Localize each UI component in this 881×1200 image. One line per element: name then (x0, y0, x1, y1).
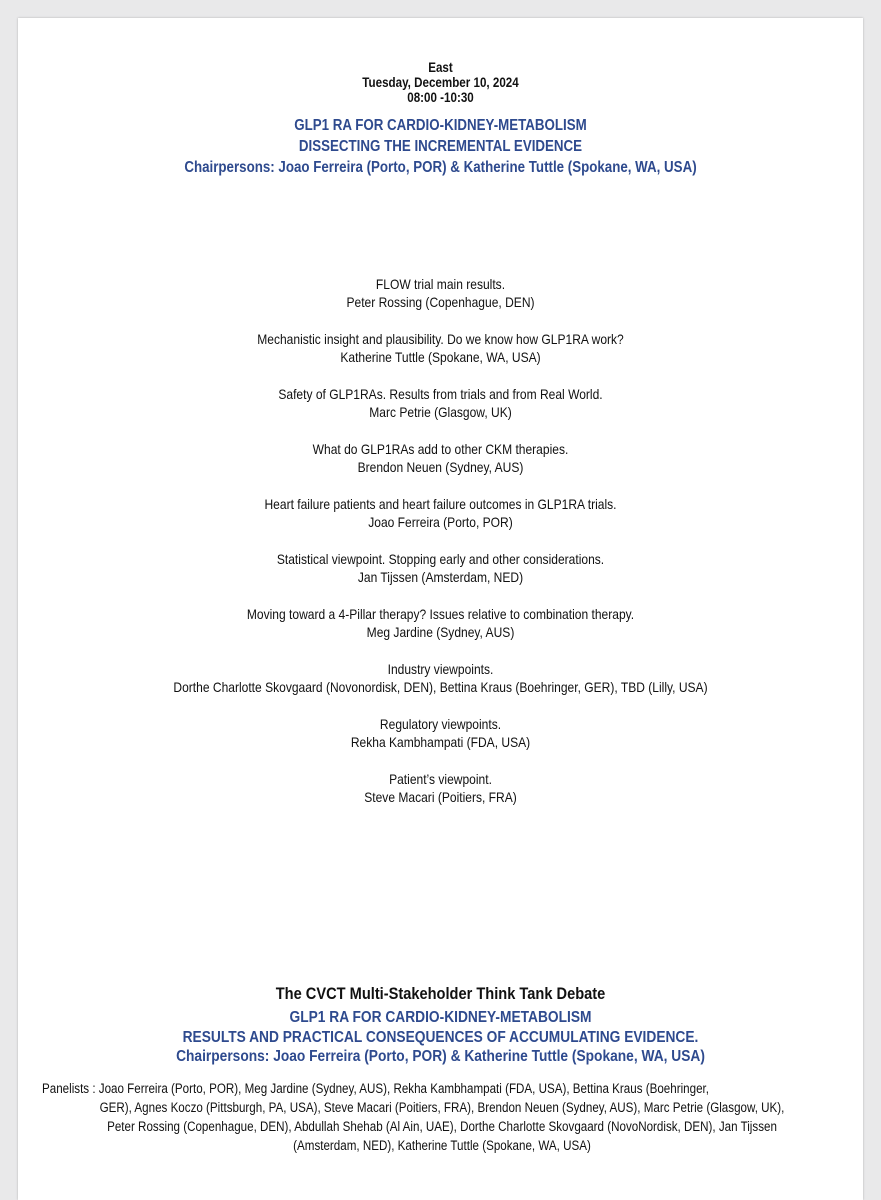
talk-list (18, 275, 863, 825)
talk-topic: Heart failure patients and heart failure outcomes in GLP1RA trials. (264, 496, 617, 512)
talk-topic: FLOW trial main results. (375, 276, 506, 292)
session-room: East (428, 60, 453, 75)
talk-item (77, 385, 804, 440)
talk-topic: Patient’s viewpoint. (389, 771, 492, 787)
panelists-line: GER), Agnes Koczo (Pittsburgh, PA, USA), Steve Macari (Poitiers, FRA), Brendon Neuen (Sydney, AUS), Marc Petrie (Glasgow, UK), (99, 1100, 785, 1115)
talk-speaker: Meg Jardine (Sydney, AUS) (366, 624, 515, 640)
talk-speaker: Marc Petrie (Glasgow, UK) (369, 404, 512, 420)
session-title-line1: GLP1 RA FOR CARDIO-KIDNEY-METABOLISM (294, 117, 587, 134)
panelists-line: (Amsterdam, NED), Katherine Tuttle (Spokane, WA, USA) (293, 1138, 591, 1153)
session-date: Tuesday, December 10, 2024 (362, 75, 519, 90)
document-page (18, 18, 863, 1200)
debate-subtitle-line1: GLP1 RA FOR CARDIO-KIDNEY-METABOLISM (289, 1009, 592, 1026)
talk-speaker: Rekha Kambhampati (FDA, USA) (350, 734, 531, 750)
talk-topic: Mechanistic insight and plausibility. Do we know how GLP1RA work? (257, 331, 624, 347)
talk-topic: Statistical viewpoint. Stopping early and other considerations. (276, 551, 605, 567)
talk-item (77, 495, 804, 550)
panelists-line: Panelists : Joao Ferreira (Porto, POR), Meg Jardine (Sydney, AUS), Rekha Kambhampati (FDA, USA), Bettina Kraus (Boehringer, (42, 1081, 709, 1096)
talk-topic: What do GLP1RAs add to other CKM therapies. (312, 441, 569, 457)
session-chairpersons: Chairpersons: Joao Ferreira (Porto, POR) & Katherine Tuttle (Spokane, WA, USA) (184, 159, 697, 176)
talk-item (77, 550, 804, 605)
talk-item (77, 330, 804, 385)
talk-topic: Regulatory viewpoints. (379, 716, 502, 732)
talk-item (77, 660, 804, 715)
panelists-line: Peter Rossing (Copenhague, DEN), Abdullah Shehab (Al Ain, UAE), Dorthe Charlotte Skovgaard (NovoNordisk, DEN), Jan Tijssen (107, 1119, 777, 1134)
talk-topic: Moving toward a 4-Pillar therapy? Issues relative to combination therapy. (246, 606, 635, 622)
talk-speaker: Brendon Neuen (Sydney, AUS) (357, 459, 524, 475)
debate-header (77, 983, 804, 1067)
debate-subtitle-line2: RESULTS AND PRACTICAL CONSEQUENCES OF ACCUMULATING EVIDENCE. (182, 1028, 699, 1046)
talk-item (77, 275, 804, 330)
talk-topic: Safety of GLP1RAs. Results from trials and from Real World. (278, 386, 603, 402)
talk-item (77, 605, 804, 660)
talk-speaker: Jan Tijssen (Amsterdam, NED) (357, 569, 524, 585)
talk-item (77, 770, 804, 825)
panelists-list (42, 1079, 842, 1155)
talk-speaker: Dorthe Charlotte Skovgaard (Novonordisk, DEN), Bettina Kraus (Boehringer, GER), TBD (Lilly, USA) (173, 679, 708, 695)
session-title-line2: DISSECTING THE INCREMENTAL EVIDENCE (298, 138, 583, 155)
talk-speaker: Katherine Tuttle (Spokane, WA, USA) (340, 349, 541, 365)
talk-item (77, 440, 804, 495)
talk-speaker: Steve Macari (Poitiers, FRA) (364, 789, 517, 805)
talk-topic: Industry viewpoints. (387, 661, 494, 677)
debate-title: The CVCT Multi-Stakeholder Think Tank Debate (275, 984, 606, 1003)
talk-speaker: Peter Rossing (Copenhague, DEN) (346, 294, 535, 310)
talk-speaker: Joao Ferreira (Porto, POR) (368, 514, 513, 530)
session-header (77, 60, 804, 178)
debate-chairpersons: Chairpersons: Joao Ferreira (Porto, POR) & Katherine Tuttle (Spokane, WA, USA) (176, 1048, 705, 1065)
session-time: 08:00 -10:30 (407, 90, 474, 105)
talk-item (77, 715, 804, 770)
